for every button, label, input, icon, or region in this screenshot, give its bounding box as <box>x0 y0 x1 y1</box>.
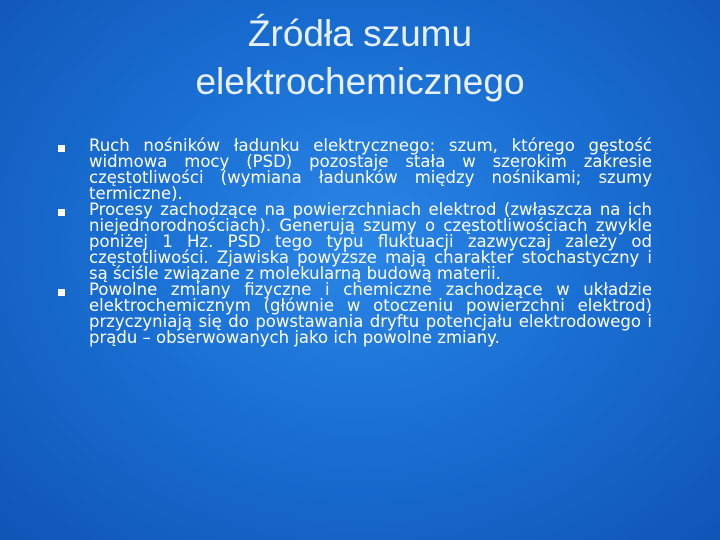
slide-title-line-1: Źródła szumu <box>247 13 473 54</box>
bullet-item <box>58 282 652 346</box>
square-bullet-icon <box>58 289 65 296</box>
bullet-item <box>58 202 652 282</box>
square-bullet-icon <box>58 209 65 216</box>
slide-title-line-2: elektrochemicznego <box>195 61 525 102</box>
bullet-item <box>58 138 652 202</box>
slide-title <box>60 10 660 106</box>
bullet-text: Ruch nośników ładunku elektrycznego: szum, którego gęstość widmowa mocy (PSD) pozostaje stała w szerokim zakresie częstotliwości (wymiana ładunków między nośnikami; szumy termiczne). <box>89 136 652 203</box>
bullet-text: Powolne zmiany fizyczne i chemiczne zachodzące w układzie elektrochemicznym (głównie w otoczeniu powierzchni elektrod) przyczyniają się do powstawania dryftu potencjału elektrodowego i prądu – obserwowanych jako ich powolne zmiany. <box>89 280 652 347</box>
square-bullet-icon <box>58 145 65 152</box>
bullet-list <box>58 138 652 346</box>
bullet-text: Procesy zachodzące na powierzchniach elektrod (zwłaszcza na ich niejednorodnościach). Generują szumy o częstotliwościach zwykle poniżej 1 Hz. PSD tego typu fluktuacji zazwyczaj zależy od częstotliwości. Zjawiska powyższe mają charakter stochastyczny i są ściśle związane z molekularną budową materii. <box>89 200 652 283</box>
